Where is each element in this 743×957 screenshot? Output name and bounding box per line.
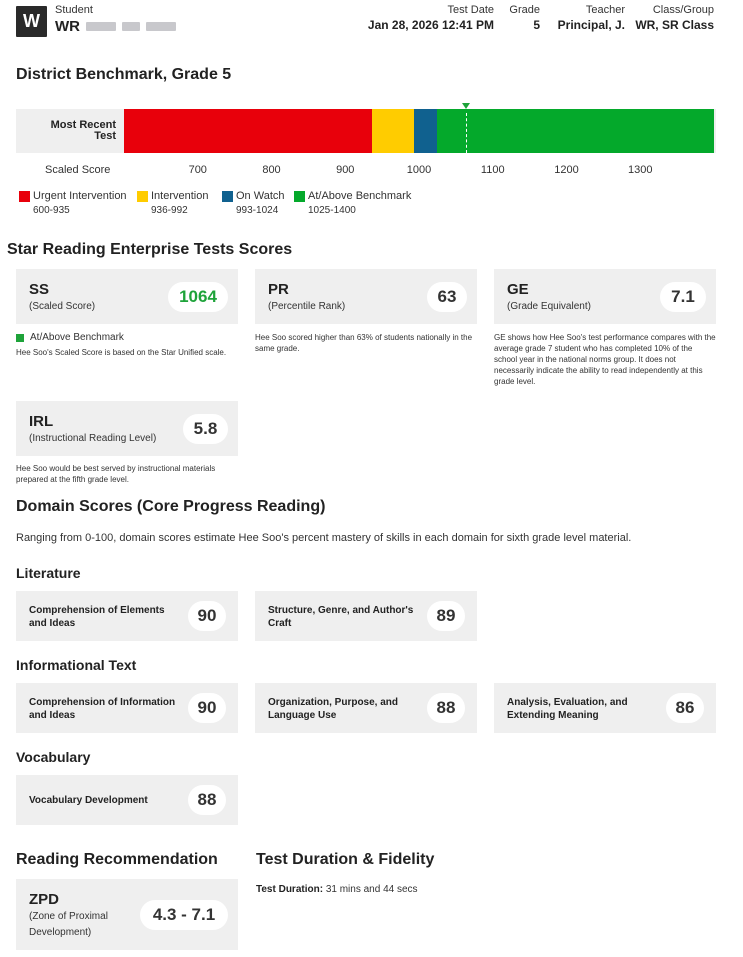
domain-score: 88 [188,785,226,815]
teacher-value: Principal, J. [557,18,625,32]
domain-tile [255,591,477,641]
ge-value: 7.1 [660,282,706,312]
grade-meta [509,4,540,32]
zpd-tile [16,879,238,950]
test-duration-label: Test Duration: [256,884,324,895]
segment-at-above-benchmark [437,109,714,153]
legend-on-watch [222,190,285,216]
benchmark-bar [124,109,714,153]
domain-score: 90 [188,601,226,631]
axis-tick: 1100 [480,164,505,176]
zpd-abbr: ZPD [29,891,59,908]
grade-value: 5 [533,18,540,32]
legend-name: On Watch [236,190,285,202]
legend-name: At/Above Benchmark [308,190,412,202]
benchmark-row-label [16,109,124,153]
domain-tile [16,775,238,825]
benchmark-row [16,109,716,153]
zpd-value: 4.3 - 7.1 [140,900,228,930]
legend-swatch [137,191,148,202]
student-initial-badge: W [16,6,47,37]
vocabulary-title: Vocabulary [16,749,91,765]
domain-score: 90 [188,693,226,723]
pr-full-name: (Percentile Rank) [268,301,346,312]
student-label: Student [55,4,93,16]
legend-range: 993-1024 [236,205,279,216]
domain-name: Comprehension of Information and Ideas [29,697,176,721]
axis-tick: 1000 [406,164,432,176]
test-date-label: Test Date [447,4,494,16]
zpd-full-name: (Zone of Proximal Development) [29,911,108,938]
class-value: WR, SR Class [635,18,714,32]
teacher-meta [558,4,625,32]
axis-label: Scaled Score [45,164,111,176]
axis-tick: 800 [262,164,281,176]
irl-abbr: IRL [29,413,54,430]
score-marker-line [466,113,467,153]
domain-name: Organization, Purpose, and Language Use [268,697,399,721]
domain-name: Comprehension of Elements and Ideas [29,605,165,629]
legend-intervention [137,190,208,216]
domain-tile [16,591,238,641]
ge-tile [494,269,716,324]
ss-benchmark-status [16,332,124,343]
pr-abbr: PR [268,281,289,298]
segment-intervention [372,109,414,153]
report-header [16,4,716,38]
redacted-name-block [122,22,140,31]
irl-value: 5.8 [183,414,228,444]
test-duration-value: 31 mins and 44 secs [325,884,418,895]
irl-note: Hee Soo would be best served by instructional materials prepared at the fifth grade level. [16,464,216,484]
axis-tick: 1300 [628,164,653,176]
duration-title: Test Duration & Fidelity [256,851,435,868]
student-name-text: WR [55,18,80,35]
domain-name: Structure, Genre, and Author's Craft [268,605,414,629]
legend-swatch [19,191,30,202]
pr-note: Hee Soo scored higher than 63% of students nationally in the same grade. [255,333,473,353]
ss-tile [16,269,238,324]
benchmark-status-swatch [16,334,24,342]
ss-benchmark-text: At/Above Benchmark [30,332,124,343]
benchmark-title: District Benchmark, Grade 5 [16,66,232,83]
scores-title: Star Reading Enterprise Tests Scores [7,241,293,258]
redacted-name-block [86,22,116,31]
class-label: Class/Group [652,4,714,16]
test-date-value: Jan 28, 2026 12:41 PM [367,18,494,32]
redacted-name-block [146,22,176,31]
irl-full-name: (Instructional Reading Level) [29,433,157,444]
ge-note: GE shows how Hee Soo's test performance compares with the average grade 7 student who has completed 10% of the school year in the national norms group. It does not necessarily indicate the ability to read independently at this grade level. [494,333,716,386]
grade-label: Grade [509,4,540,16]
domain-name: Analysis, Evaluation, and Extending Meaning [507,697,628,721]
row-label-line2: Test [94,130,116,142]
domain-score: 86 [666,693,704,723]
domain-tile [494,683,716,733]
ss-full-name: (Scaled Score) [29,301,96,312]
axis-tick: 900 [336,164,355,176]
literature-title: Literature [16,565,81,581]
domain-tile [16,683,238,733]
domain-score: 88 [427,693,465,723]
legend-name: Intervention [151,190,209,202]
recommendation-title: Reading Recommendation [16,851,218,868]
domain-name: Vocabulary Development [29,795,148,806]
irl-tile [16,401,238,456]
score-marker-icon [462,103,470,109]
domains-intro: Ranging from 0-100, domain scores estimate Hee Soo's percent mastery of skills in each domain for sixth grade level material. [16,532,632,544]
legend-swatch [294,191,305,202]
pr-tile [255,269,477,324]
ss-value: 1064 [168,282,228,312]
ge-full-name: (Grade Equivalent) [507,301,591,312]
domains-title: Domain Scores (Core Progress Reading) [16,498,326,515]
legend-at-above-benchmark [294,190,411,216]
axis-tick: 1200 [554,164,579,176]
teacher-label: Teacher [585,4,625,16]
test-date-meta [368,4,494,32]
row-label-line1: Most Recent [50,119,116,131]
legend-range: 1025-1400 [308,205,356,216]
legend-urgent-intervention [19,190,127,216]
segment-urgent-intervention [124,109,372,153]
legend-range: 936-992 [151,205,188,216]
class-meta [635,4,714,32]
segment-on-watch [414,109,438,153]
domain-score: 89 [427,601,465,631]
ss-abbr: SS [29,281,50,298]
domain-tile [255,683,477,733]
informational-title: Informational Text [16,657,137,673]
legend-name: Urgent Intervention [33,190,127,202]
test-duration [256,884,418,895]
ge-abbr: GE [507,281,529,298]
student-name [55,18,176,35]
legend-range: 600-935 [33,205,70,216]
axis-tick: 700 [188,164,207,176]
pr-value: 63 [427,282,467,312]
legend-swatch [222,191,233,202]
ss-note: Hee Soo's Scaled Score is based on the Star Unified scale. [16,348,227,357]
